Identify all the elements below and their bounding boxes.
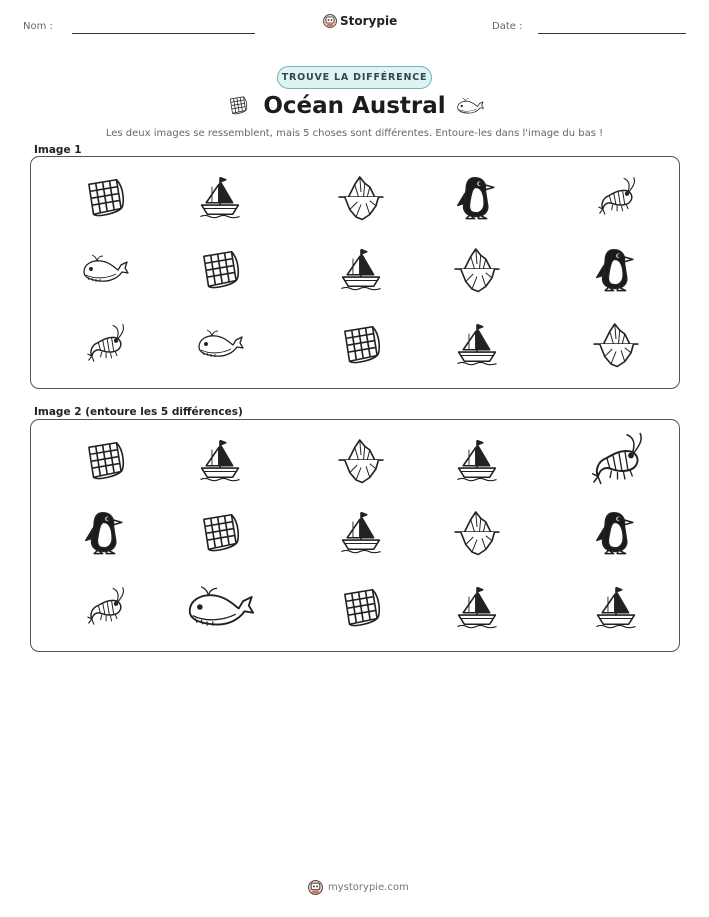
penguin-icon[interactable] [592,245,640,293]
image1-label: Image 1 [34,144,82,156]
brand-logo [323,14,397,28]
shrimp-icon[interactable] [594,175,638,219]
name-label: Nom : [23,21,53,32]
blanket-icon[interactable] [82,437,128,483]
shrimp-icon[interactable] [586,430,646,490]
penguin-icon[interactable] [81,508,129,556]
whale-icon[interactable] [195,327,245,361]
sailboat-icon[interactable] [338,246,384,292]
blanket-icon[interactable] [82,174,128,220]
name-line[interactable] [72,33,255,34]
blanket-icon[interactable] [338,321,384,367]
date-label: Date : [492,21,523,32]
footer-url: mystorypie.com [328,882,409,893]
sailboat-icon[interactable] [197,174,243,220]
blanket-icon[interactable] [197,509,243,555]
penguin-icon[interactable] [453,173,501,221]
iceberg-icon[interactable] [452,244,502,294]
penguin-icon[interactable] [592,508,640,556]
shrimp-icon[interactable] [83,585,127,629]
sailboat-icon[interactable] [454,321,500,367]
brand-name: Storypie [340,14,398,28]
image2-panel[interactable] [30,419,680,652]
page-title: Océan Austral [263,93,446,119]
footer [308,880,409,895]
shrimp-icon[interactable] [83,322,127,366]
blanket-icon[interactable] [338,584,384,630]
whale-icon [455,96,485,116]
iceberg-icon[interactable] [591,319,641,369]
image1-panel[interactable] [30,156,680,389]
iceberg-icon[interactable] [336,435,386,485]
date-line[interactable] [538,33,686,34]
instructions: Les deux images se ressemblent, mais 5 choses sont différentes. Entoure-les dans l'image du bas ! [105,128,604,139]
activity-badge: TROUVE LA DIFFÉRENCE [277,66,432,89]
sailboat-icon[interactable] [593,584,639,630]
sailboat-icon[interactable] [197,437,243,483]
whale-icon[interactable] [184,583,256,632]
iceberg-icon[interactable] [336,172,386,222]
image2-label: Image 2 (entoure les 5 différences) [34,406,243,418]
sailboat-icon[interactable] [454,584,500,630]
sailboat-icon[interactable] [338,509,384,555]
iceberg-icon[interactable] [452,507,502,557]
whale-icon[interactable] [80,252,130,286]
sailboat-icon[interactable] [454,437,500,483]
blanket-icon[interactable] [197,246,243,292]
storypie-mascot-icon [308,880,323,895]
storypie-mascot-icon [323,14,337,28]
